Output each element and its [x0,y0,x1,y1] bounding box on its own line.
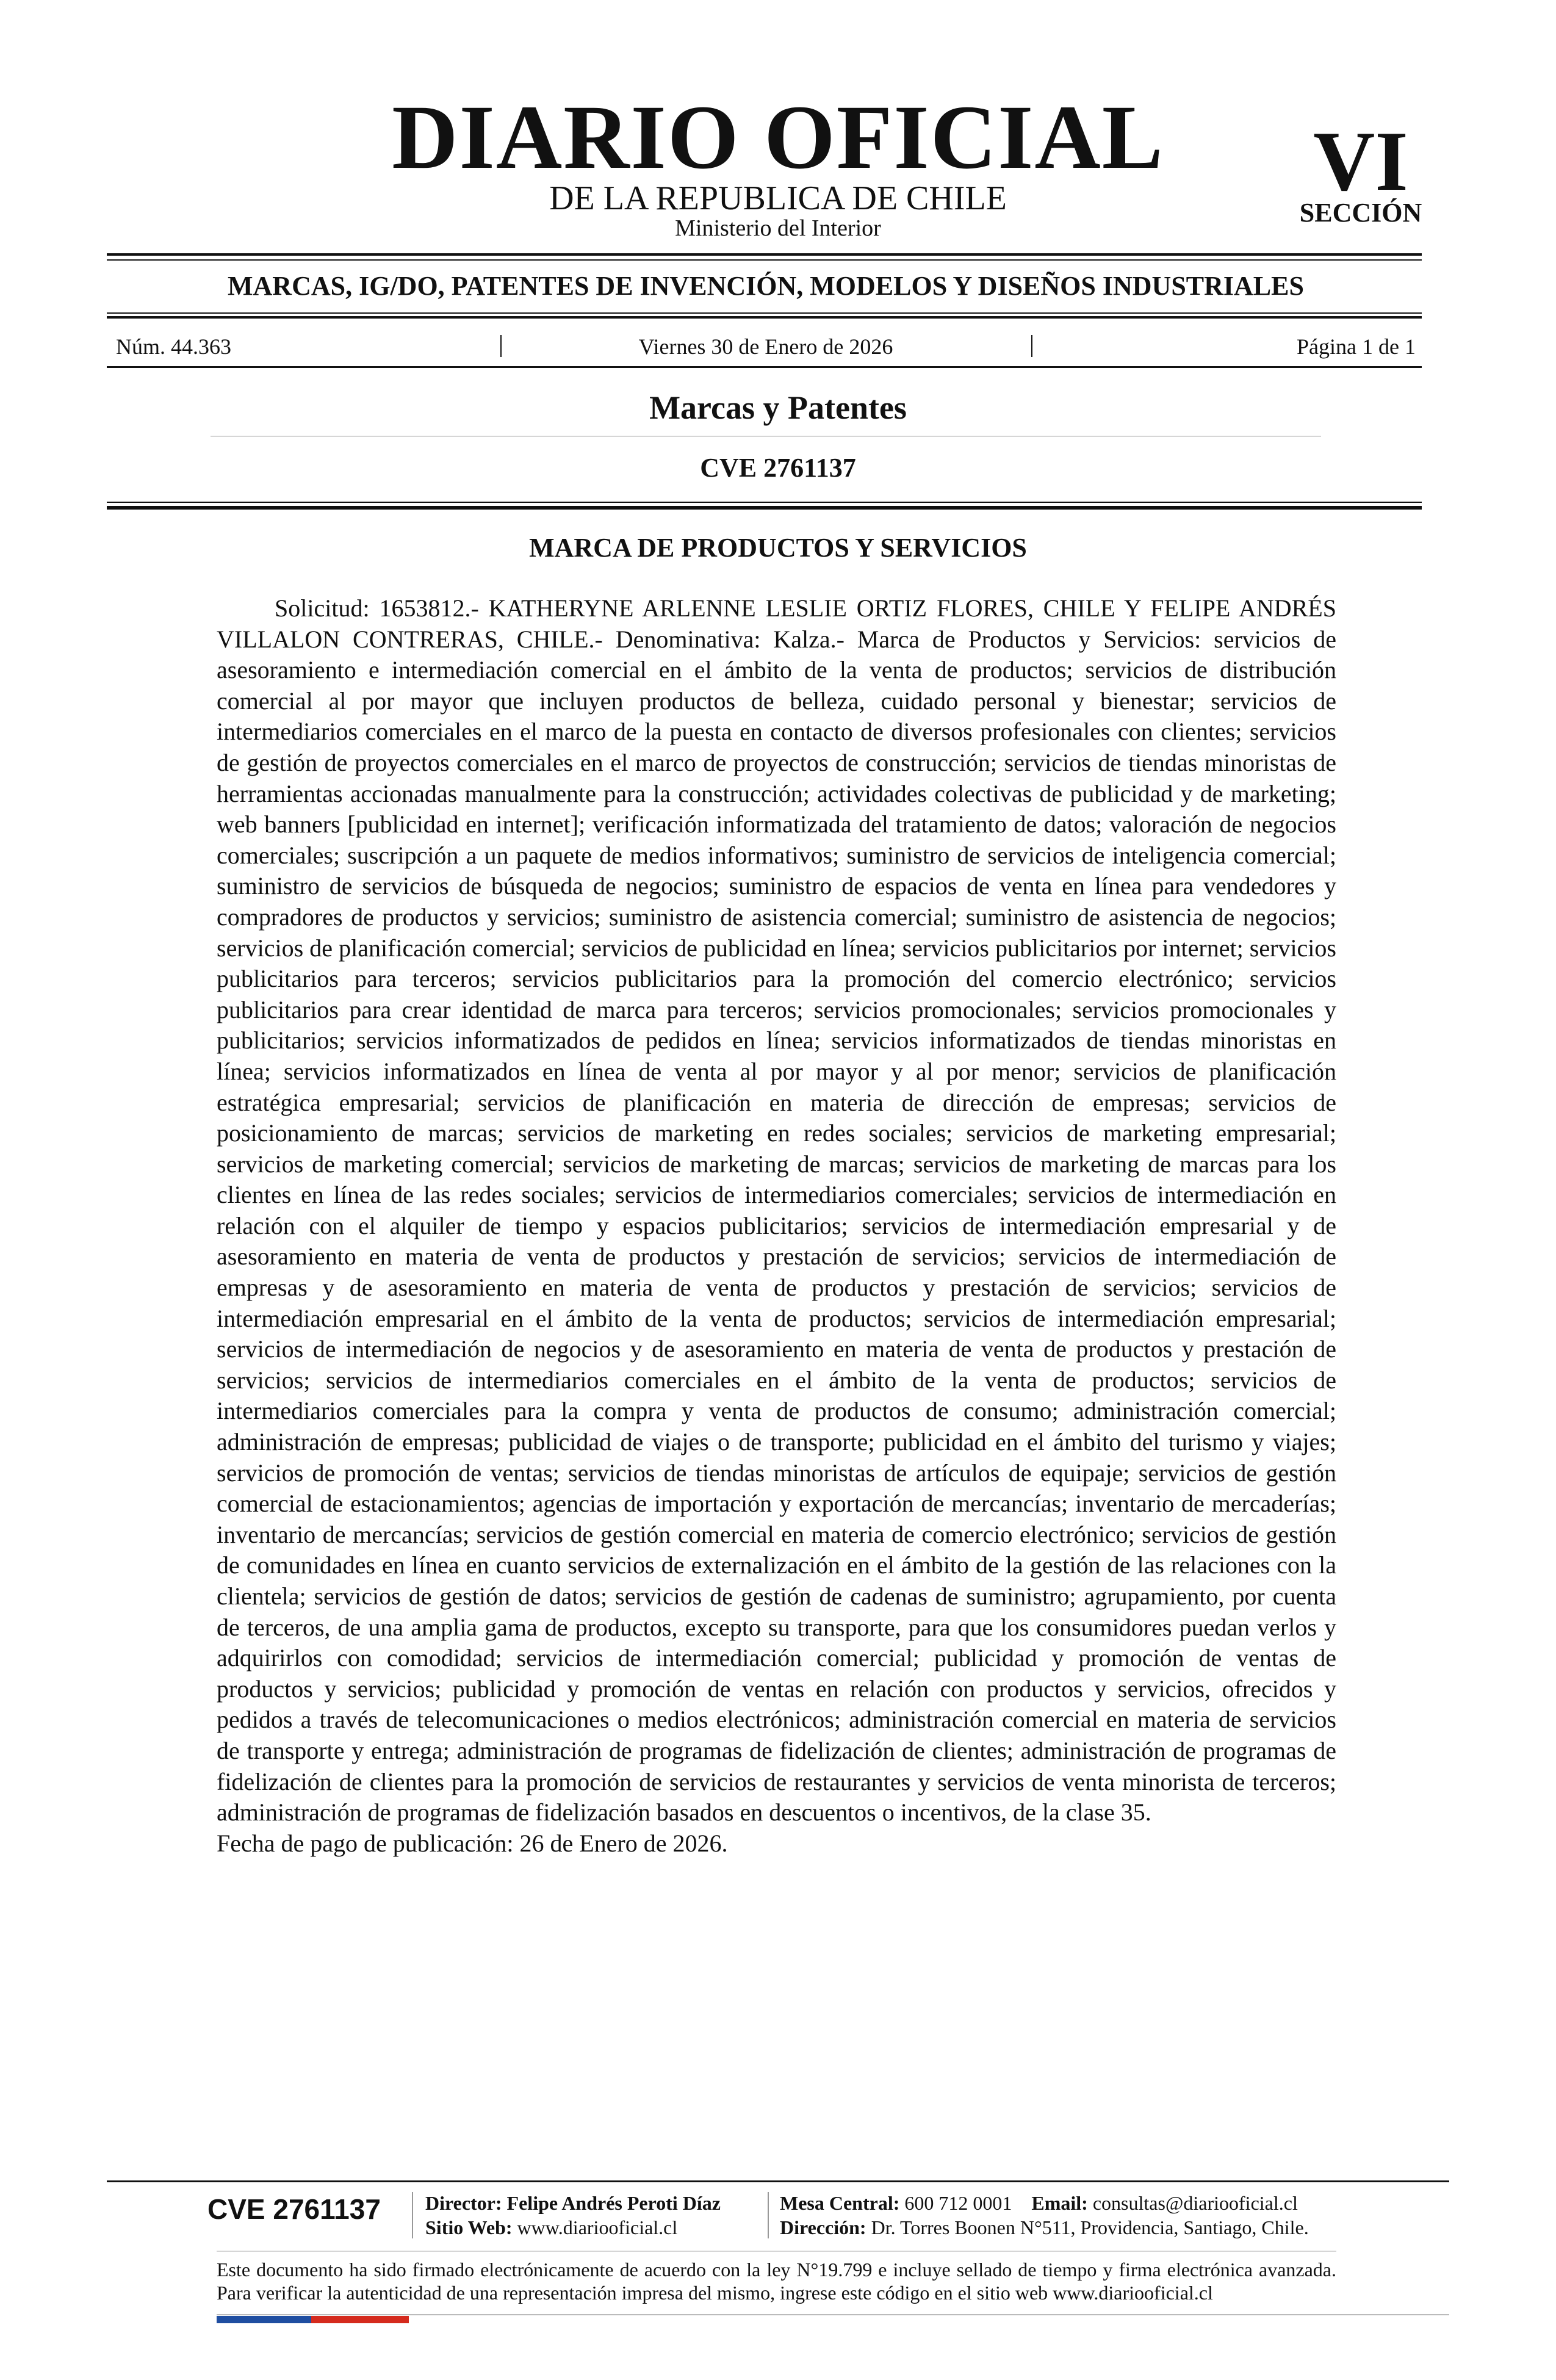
footer-bottom-rule [217,2314,1449,2315]
footer-director-block [425,2191,721,2240]
header-rule-top [107,253,1422,256]
section-title: Marcas y Patentes [649,389,907,426]
footer-contact-block [780,2191,1309,2240]
info-rule [107,366,1422,368]
section-number: VI [1313,114,1408,209]
phone-number: 600 712 0001 [904,2192,1012,2214]
info-separator [1031,335,1032,357]
payment-date: Fecha de pago de publicación: 26 de Enero de 2026. [217,1829,728,1857]
website-link[interactable]: www.diariooficial.cl [517,2216,678,2238]
issue-info-row [110,333,1422,361]
flag-stripe-red [311,2316,409,2323]
website-label: Sitio Web: [425,2216,513,2238]
section-title-rule [211,436,1321,437]
document-paragraph: Solicitud: 1653812.- KATHERYNE ARLENNE LESLIE ORTIZ FLORES, CHILE Y FELIPE ANDRÉS VILLALON CONTRERAS, CHILE.- Denominativa: Kalza.- Marca de Productos y Servicios: servicios de asesoramiento e intermediación comercial en el ámbito de la venta de productos; servicios de distribución comercial al por mayor que incluyen productos de belleza, cuidado personal y bienestar; servicios de intermediarios comerciales en el marco de la puesta en contacto de diversos profesionales con clientes; servicios de gestión de proyectos comerciales en el marco de proyectos de construcción; servicios de tiendas minoristas de herramientas accionadas manualmente para la construcción; actividades colectivas de publicidad y de marketing; web banners [publicidad en internet]; verificación informatizada del tratamiento de datos; valoración de negocios comerciales; suscripción a un paquete de medios informativos; suministro de servicios de inteligencia comercial; suministro de servicios de búsqueda de negocios; suministro de espacios de venta en línea para vendedores y compradores de productos y servicios; suministro de asistencia comercial; suministro de asistencia de negocios; servicios de planificación comercial; servicios de publicidad en línea; servicios publicitarios por internet; servicios publicitarios para terceros; servicios publicitarios para la promoción del comercio electrónico; servicios publicitarios para crear identidad de marca para terceros; servicios promocionales; servicios promocionales y publicitarios; servicios informatizados de pedidos en línea; servicios informatizados de tiendas minoristas en línea; servicios informatizados en línea de venta al por mayor y al por menor; servicios de planificación estratégica empresarial; servicios de planificación en materia de dirección de empresas; servicios de posicionamiento de marcas; servicios de marketing en redes sociales; servicios de marketing empresarial; servicios de marketing comercial; servicios de marketing de marcas; servicios de marketing de marcas para los clientes en línea de las redes sociales; servicios de intermediarios comerciales; servicios de intermediación en relación con el alquiler de tiempo y espacios publicitarios; servicios de intermediación empresarial y de asesoramiento en materia de venta de productos y prestación de servicios; servicios de intermediación de empresas y de asesoramiento en materia de venta de productos y prestación de servicios; servicios de intermediación empresarial en el ámbito de la venta de productos; servicios de intermediación empresarial; servicios de intermediación de negocios y de asesoramiento en materia de venta de productos y prestación de servicios; servicios de intermediarios comerciales en el ámbito de la venta de productos; servicios de intermediarios comerciales para la compra y venta de productos de consumo; administración comercial; administración de empresas; publicidad de viajes o de transporte; publicidad en el ámbito del turismo y viajes; servicios de promoción de ventas; servicios de tiendas minoristas de artículos de equipaje; servicios de gestión comercial de estacionamientos; agencias de importación y exportación de mercancías; inventario de mercaderías; inventario de mercancías; servicios de gestión comercial en materia de comercio electrónico; servicios de gestión de comunidades en línea en cuanto servicios de externalización en el ámbito de la gestión de las relaciones con la clientela; servicios de gestión de datos; servicios de gestión de cadenas de suministro; agrupamiento, por cuenta de terceros, de una amplia gama de productos, excepto su transporte, para que los consumidores puedan verlos y adquirirlos con comodidad; servicios de intermediación comercial; publicidad y promoción de ventas de productos y servicios; publicidad y promoción de ventas en relación con productos y servicios, ofrecidos y pedidos a través de telecomunicaciones o medios electrónicos; administración comercial en materia de servicios de transporte y entrega; administración de programas de fidelización de clientes; administración de programas de fidelización de clientes para la promoción de servicios de restaurantes y servicios de venta minorista de terceros; administración de programas de fidelización basados en descuentos o incentivos, de la clase 35. [217,594,1336,1826]
footer-legal-note: Este documento ha sido firmado electrónicamente de acuerdo con la ley N°19.799 e incluye sellado de tiempo y firma electrónica avanzada. Para verificar la autenticidad de una representación impresa del mismo, ingrese este código en el sitio web www.diariooficial.cl [217,2259,1336,2304]
footer-divider [412,2192,413,2238]
director-name: Felipe Andrés Peroti Díaz [506,2192,721,2214]
masthead-subtitle: DE LA REPUBLICA DE CHILE [549,179,1007,217]
issue-date: Viernes 30 de Enero de 2026 [638,334,893,359]
section-label: SECCIÓN [1299,198,1422,228]
phone-label: Mesa Central: [780,2192,900,2214]
publication-subject: MARCAS, IG/DO, PATENTES DE INVENCIÓN, MODELOS Y DISEÑOS INDUSTRIALES [228,271,1304,301]
footer-rule [107,2180,1449,2182]
masthead-ministry: Ministerio del Interior [675,215,881,241]
email-link[interactable]: consultas@diariooficial.cl [1092,2192,1298,2214]
email-label: Email: [1031,2192,1088,2214]
footer-divider [768,2192,769,2238]
subject-rule [107,316,1422,319]
document-rule-thin [107,502,1422,503]
document-heading: MARCA DE PRODUCTOS Y SERVICIOS [529,533,1027,563]
document-rule [107,506,1422,510]
document-body [217,593,1336,1859]
footer-note-rule [217,2251,1336,2252]
issue-number: Núm. 44.363 [116,334,231,359]
footer-cve: CVE 2761137 [207,2193,381,2225]
subject-rule-thin [107,312,1422,314]
address-text: Dr. Torres Boonen N°511, Providencia, Santiago, Chile. [871,2216,1309,2238]
masthead-title: DIARIO OFICIAL [392,87,1164,188]
flag-stripe-blue [217,2316,311,2323]
address-label: Dirección: [780,2216,866,2238]
director-label: Director: [425,2192,502,2214]
cve-header: CVE 2761137 [700,453,856,483]
page-indicator: Página 1 de 1 [1297,334,1416,359]
header-rule-top-thin [107,259,1422,261]
